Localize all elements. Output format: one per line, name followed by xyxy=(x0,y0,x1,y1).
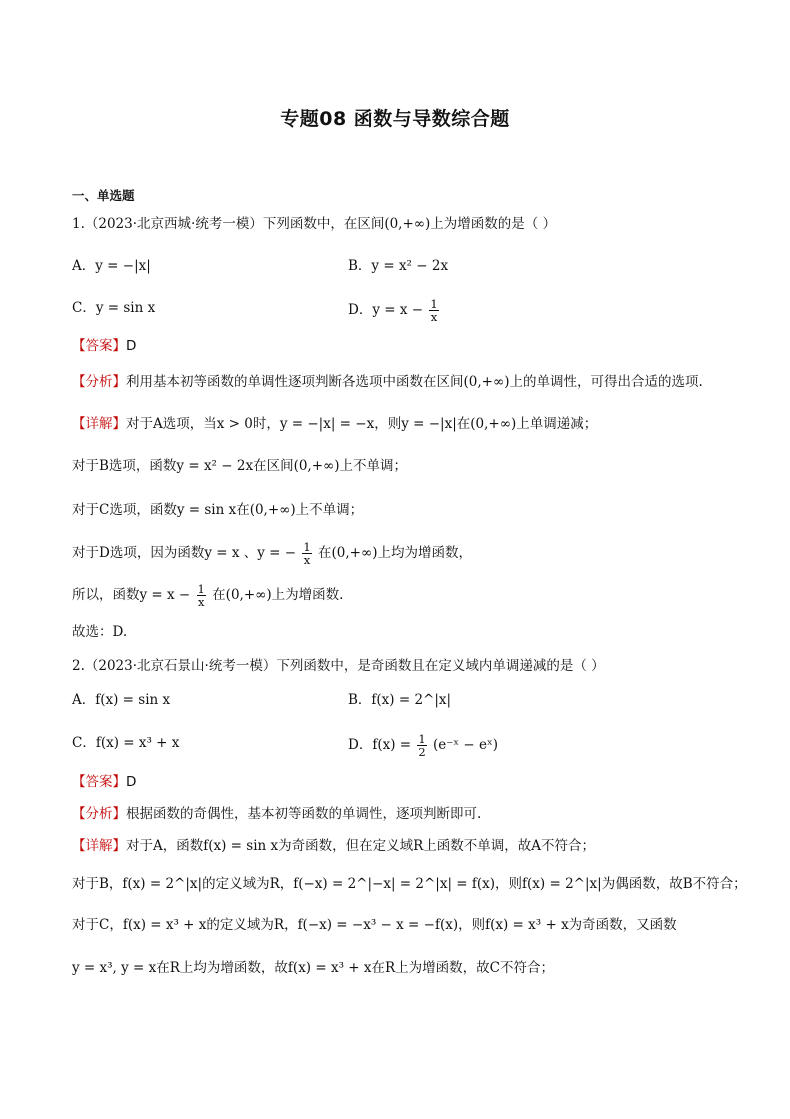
detail-tag: 【详解】 xyxy=(72,838,126,854)
fraction-numerator: 1 xyxy=(197,582,205,596)
section-heading: 一、单选题 xyxy=(72,188,135,203)
q1-option-d xyxy=(348,298,441,323)
fraction-numerator: 1 xyxy=(430,297,438,311)
q2-answer xyxy=(72,772,136,792)
analysis-text: 根据函数的奇偶性，基本初等函数的单调性，逐项判断即可. xyxy=(126,806,482,822)
q2-detail-2: 对于B，f(x) = 2^|x|的定义域为R，f(−x) = 2^|−x| = 2^|x| = f(x)，则f(x) = 2^|x|为偶函数，故B不符合； xyxy=(72,876,747,892)
q1-detail-2: 对于B选项，函数y = x² − 2x在区间(0,+∞)上不单调； xyxy=(72,458,408,474)
q1-option-c: C．y = sin x xyxy=(72,300,156,316)
q2-option-c: C．f(x) = x³ + x xyxy=(72,735,180,751)
q1-stem: 1.（2023·北京西城·统考一模）下列函数中，在区间(0,+∞)上为增函数的是（ ） xyxy=(72,216,557,232)
detail-text: 对于A，函数f(x) = sin x为奇函数，但在定义域R上函数不单调，故A不符合； xyxy=(126,838,596,854)
analysis-text: 利用基本初等函数的单调性逐项判断各选项中函数在区间(0,+∞)上的单调性，可得出合适的选项. xyxy=(126,374,703,390)
q2-analysis xyxy=(72,804,481,824)
q2-stem: 2.（2023·北京石景山·统考一模）下列函数中，是奇函数且在定义域内单调递减的是（ ） xyxy=(72,658,605,674)
detail-5-fraction xyxy=(197,583,206,608)
answer-tag: 【答案】 xyxy=(72,338,126,354)
detail-4-text: 对于D选项，因为函数y = x 、y = − xyxy=(72,545,297,561)
q1-option-b: B．y = x² − 2x xyxy=(348,258,449,274)
q1-detail-3: 对于C选项，函数y = sin x在(0,+∞)上不单调； xyxy=(72,502,364,518)
answer-tag: 【答案】 xyxy=(72,774,126,790)
fraction-numerator: 1 xyxy=(418,732,426,746)
q1-answer xyxy=(72,336,136,356)
fraction-denominator: 2 xyxy=(418,745,426,759)
q1-option-a: A．y = −|x| xyxy=(72,258,151,274)
analysis-tag: 【分析】 xyxy=(72,374,126,390)
q2-option-b: B．f(x) = 2^|x| xyxy=(348,692,452,708)
detail-5-text: 所以，函数y = x − xyxy=(72,587,191,603)
answer-value: D xyxy=(126,338,137,354)
q2-option-d-fraction xyxy=(417,733,426,758)
answer-value: D xyxy=(126,774,137,790)
q1-conclusion: 故选：D. xyxy=(72,624,128,640)
q1-detail-1 xyxy=(72,414,597,434)
analysis-tag: 【分析】 xyxy=(72,806,126,822)
q1-option-d-fraction xyxy=(429,298,438,323)
detail-tag: 【详解】 xyxy=(72,416,126,432)
q2-option-a: A．f(x) = sin x xyxy=(72,692,171,708)
page-title: 专题08 函数与导数综合题 xyxy=(280,108,510,130)
detail-4-fraction xyxy=(302,541,311,566)
q2-option-d-text-end: (e⁻ˣ − eˣ) xyxy=(433,737,498,753)
q2-option-d-text: D．f(x) = xyxy=(348,737,412,753)
detail-5-text-end: 在(0,+∞)上为增函数. xyxy=(212,587,344,603)
fraction-denominator: x xyxy=(303,553,311,567)
q1-analysis xyxy=(72,372,703,392)
fraction-denominator: x xyxy=(197,595,205,609)
detail-text: 对于A选项，当x > 0时，y = −|x| = −x，则y = −|x|在(0,+∞)上单调递减； xyxy=(126,416,598,432)
fraction-denominator: x xyxy=(430,310,438,324)
q1-detail-5 xyxy=(72,583,343,608)
q2-option-d xyxy=(348,733,498,758)
q2-detail-4: y = x³, y = x在R上均为增函数，故f(x) = x³ + x在R上为增函数，故C不符合； xyxy=(72,960,554,976)
q2-detail-1 xyxy=(72,836,595,856)
q1-option-d-text: D．y = x − xyxy=(348,302,424,318)
q1-detail-4 xyxy=(72,541,472,566)
fraction-numerator: 1 xyxy=(303,540,311,554)
q2-detail-3: 对于C，f(x) = x³ + x的定义域为R，f(−x) = −x³ − x = −f(x)，则f(x) = x³ + x为奇函数，又函数 xyxy=(72,917,677,933)
detail-4-text-end: 在(0,+∞)上均为增函数， xyxy=(318,545,472,561)
